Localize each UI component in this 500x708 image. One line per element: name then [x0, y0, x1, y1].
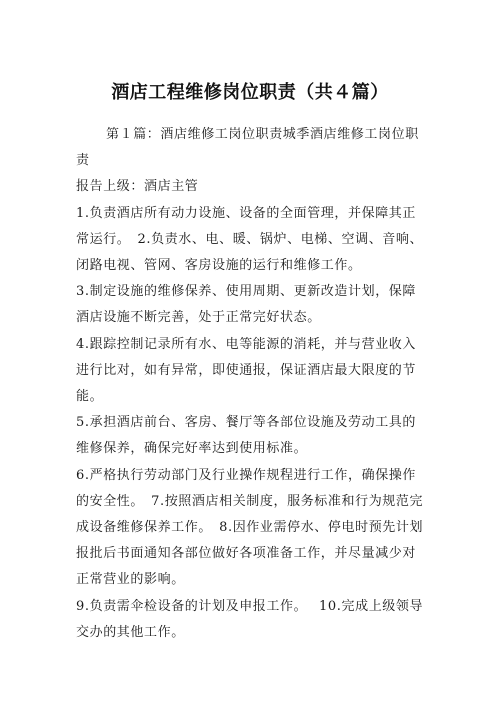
- text-line: 4.跟踪控制记录所有水、电等能源的消耗，并与营业收入: [76, 336, 417, 352]
- text-line: 报告上级：酒店主管: [76, 179, 199, 195]
- text-line: 报批后书面通知各部位做好各项准备工作，并尽量减少对: [76, 546, 417, 562]
- text-line: 闭路电视、管网、客房设施的运行和维修工作。: [76, 258, 362, 274]
- text-line: 酒店设施不断完善，处于正常完好状态。: [76, 310, 321, 326]
- text-line: 1.负责酒店所有动力设施、设备的全面管理，并保障其正: [76, 205, 417, 221]
- text-line: 3.制定设施的维修保养、使用周期、更新改造计划，保障: [76, 284, 417, 300]
- text-line: 进行比对，如有异常，即使通报，保证酒店最大限度的节: [76, 362, 417, 378]
- text-line: 正常营业的影响。: [76, 572, 185, 588]
- text-line: 责: [76, 153, 90, 169]
- document-body: [76, 122, 436, 646]
- document-title: 酒店工程维修岗位职责（共４篇）: [111, 82, 389, 103]
- text-line: 6.严格执行劳动部门及行业操作规程进行工作，确保操作: [76, 467, 417, 483]
- text-line: 成设备维修保养工作。 8.因作业需停水、停电时预先计划: [76, 520, 424, 536]
- text-line: 的安全性。 7.按照酒店相关制度，服务标准和行为规范完: [76, 493, 424, 509]
- text-line: 9.负责需伞检设备的计划及申报工作。 10.完成上级领导: [76, 598, 424, 614]
- text-line: 交办的其他工作。: [76, 624, 185, 640]
- text-line: 维修保养，确保完好率达到使用标准。: [76, 441, 308, 457]
- text-line: 第１篇：酒店维修工岗位职责城季酒店维修工岗位职: [106, 127, 419, 142]
- text-line: 能。: [76, 389, 104, 405]
- text-line: 5.承担酒店前台、客房、餐厅等各部位设施及劳动工具的: [76, 415, 417, 431]
- text-line: 常运行。 2.负责水、电、暖、锅炉、电梯、空调、音响、: [76, 231, 424, 247]
